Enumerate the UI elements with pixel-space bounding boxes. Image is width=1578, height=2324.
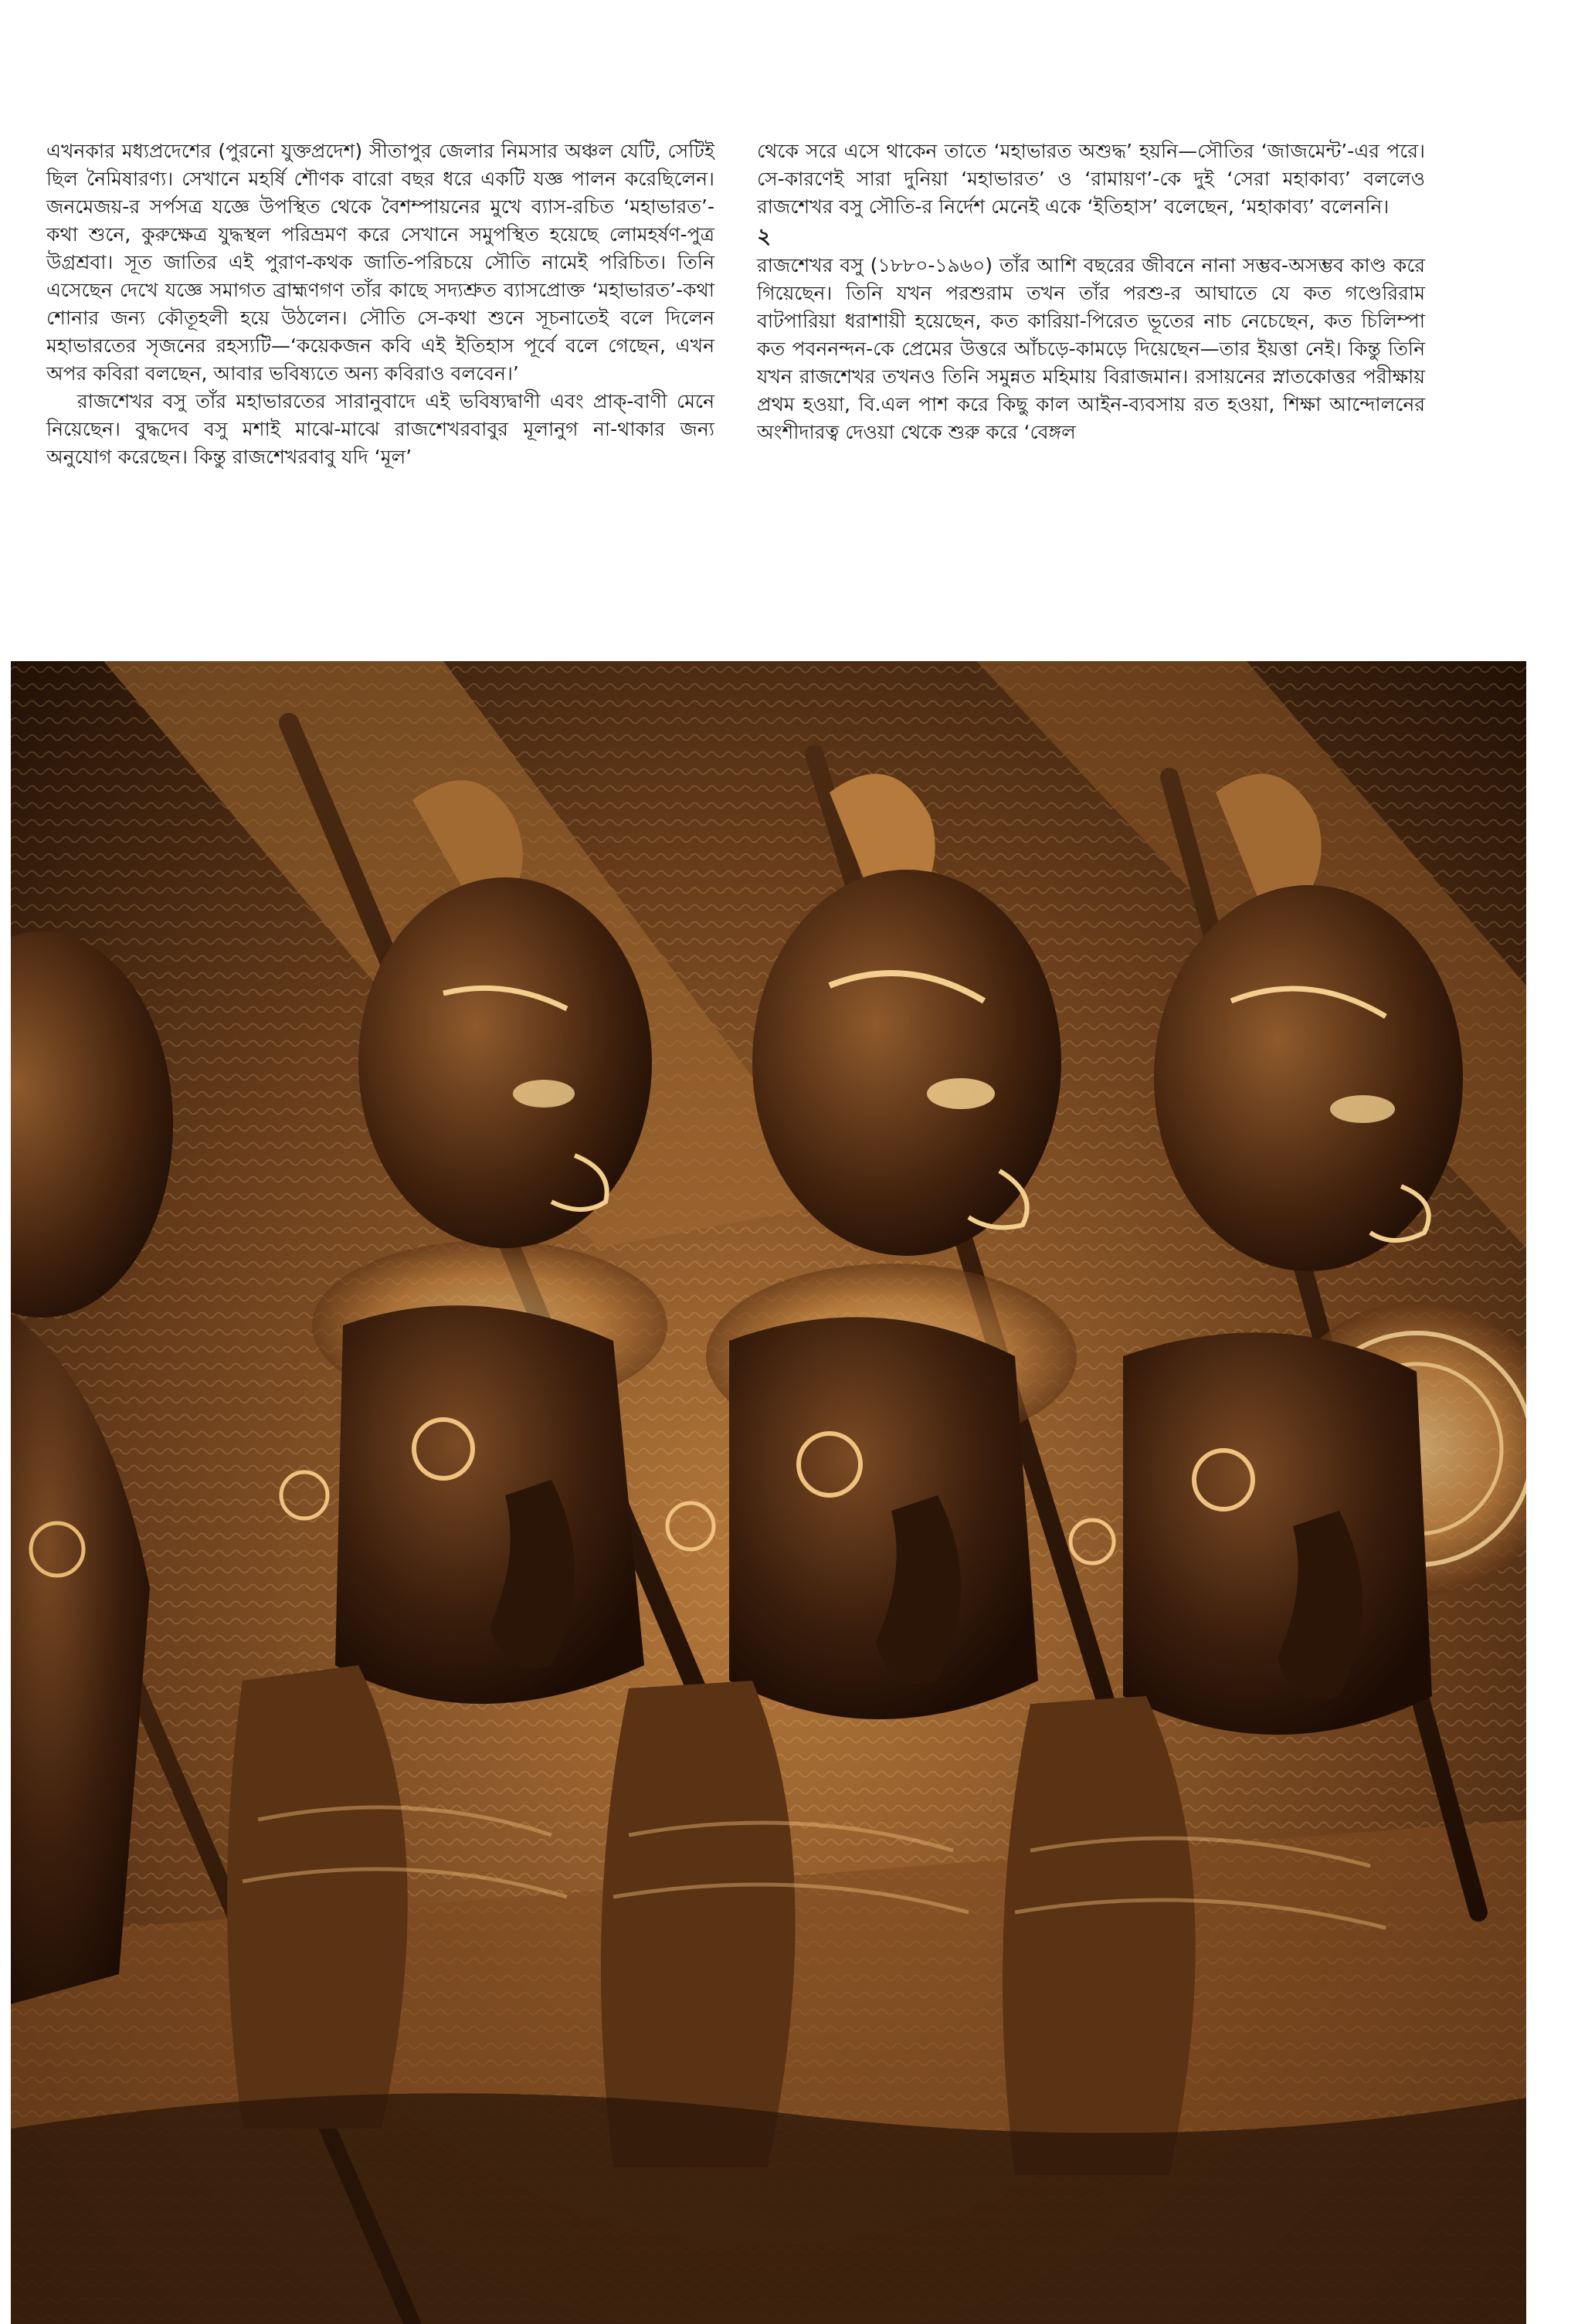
left-paragraph-2: রাজশেখর বসু তাঁর মহাভারতের সারানুবাদে এই ভবিষ্যদ্বাণী এবং প্রাক্-বাণী মেনে নিয়েছেন। বুদ্ধদেব বসু মশাই মাঝে-মাঝে রাজশেখরবাবুর মূলানুগ না-থাকার জন্য অনুযোগ করেছেন। কিন্তু রাজশেখরবাবু যদি ‘মূল’ bbox=[46, 390, 714, 468]
article-text bbox=[46, 137, 1425, 647]
relief-foreground bbox=[11, 2093, 1526, 2324]
right-paragraph-2: রাজশেখর বসু (১৮৮০-১৯৬০) তাঁর আশি বছরের জীবনে নানা সম্ভব-অসম্ভব কাণ্ড করে গিয়েছেন। তিনি যখন পরশুরাম তখন তাঁর পরশু-র আঘাতে যে কত গণ্ডেরিরাম বাটপারিয়া ধরাশায়ী হয়েছেন, কত কারিয়া-পিরেত ভূতের নাচ নেচেছেন, কত চিলিম্পা কত পবননন্দন-কে প্রেমের উত্তরে আঁচড়ে-কামড়ে দিয়েছেন—তার ইয়ত্তা নেই। কিন্তু তিনি যখন রাজশেখর তখনও তিনি সমুন্নত মহিমায় বিরাজমান। রসায়নের স্নাতকোত্তর পরীক্ষায় প্রথম হওয়া, বি.এল পাশ করে কিছু কাল আইন-ব্যবসায় রত হওয়া, শিক্ষা আন্দোলনের অংশীদারত্ব দেওয়া থেকে শুরু করে ‘বেঙ্গল bbox=[757, 254, 1425, 443]
bas-relief-illustration bbox=[11, 661, 1526, 2324]
right-column bbox=[757, 137, 1425, 647]
left-paragraph-1: এখনকার মধ্যপ্রদেশের (পুরনো যুক্তপ্রদেশ) সীতাপুর জেলার নিমসার অঞ্চল যেটি, সেটিই ছিল নৈমিষারণ্য। সেখানে মহর্ষি শৌণক বারো বছর ধরে একটি যজ্ঞ পালন করেছিলেন। জনমেজয়-র সর্পসত্র যজ্ঞে উপস্থিত থেকে বৈশম্পায়নের মুখে ব্যাস-রচিত ‘মহাভারত’-কথা শুনে, কুরুক্ষেত্র যুদ্ধস্থল পরিভ্রমণ করে সেখানে সমুপস্থিত হয়েছে লোমহর্ষণ-পুত্র উগ্রশ্রবা। সূত জাতির এই পুরাণ-কথক জাতি-পরিচয়ে সৌতি নামেই পরিচিত। তিনি এসেছেন দেখে যজ্ঞে সমাগত ব্রাহ্মণগণ তাঁর কাছে সদ্যশ্রুত ব্যাসপ্রোক্ত ‘মহাভারত’-কথা শোনার জন্য কৌতূহলী হয়ে উঠলেন। সৌতি সে-কথা শুনে সূচনাতেই বলে দিলেন মহাভারতের সৃজনের রহস্যটি—‘কয়েকজন কবি এই ইতিহাস পূর্বে বলে গেছেন, এখন অপর কবিরা বলছেন, আবার ভবিষ্যতে অন্য কবিরাও বলবেন।’ bbox=[46, 140, 714, 385]
relief-photograph bbox=[11, 661, 1526, 2324]
left-column bbox=[46, 137, 714, 647]
section-number: ২ bbox=[757, 223, 772, 249]
right-paragraph-1: থেকে সরে এসে থাকেন তাতে ‘মহাভারত অশুদ্ধ’ হয়নি—সৌতির ‘জাজমেন্ট’-এর পরে। সে-কারণেই সারা দুনিয়া ‘মহাভারত’ ও ‘রামায়ণ’-কে দুই ‘সেরা মহাকাব্য’ বললেও রাজশেখর বসু সৌতি-র নির্দেশ মেনেই একে ‘ইতিহাস’ বলেছেন, ‘মহাকাব্য’ বলেননি। bbox=[757, 140, 1425, 218]
